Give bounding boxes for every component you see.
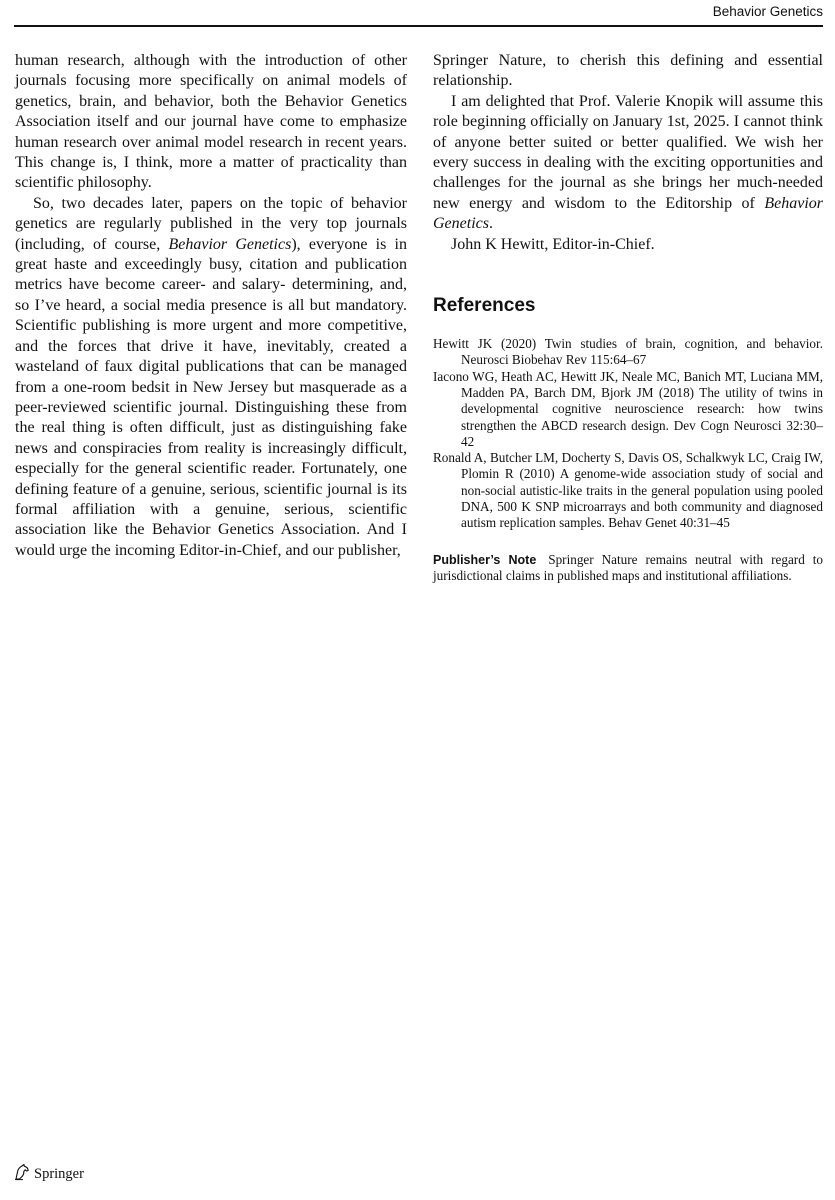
publisher-note-text: Springer Nature remains neutral with regard to jurisdictional claims in published maps and institutional affiliations. <box>433 551 823 583</box>
paragraph-text: I am delighted that Prof. Valerie Knopik will assume this role beginning officially on January 1st, 2025. I cannot think of anyone better suited or better qualified. We wish her every success in dealing with the exciting opportunities and challenges for the journal as she brings her much-needed new energy and wisdom to the Editorship of <box>433 92 823 212</box>
body-paragraph <box>15 51 407 194</box>
journal-title-italic: Behavior Genetics <box>433 194 823 233</box>
footer-publisher <box>13 1163 84 1186</box>
reference-item: Ronald A, Butcher LM, Docherty S, Davis OS, Schalkwyk LC, Craig IW, Plomin R (2010) A genome-wide association study of social and non-social autistic-like traits in the general population using pooled DNA, 500 K SNP microarrays and both community and diagnosed autism replication samples. Behav Genet 40:31–45 <box>433 450 823 531</box>
signature-line <box>433 235 823 255</box>
body-paragraph <box>433 92 823 235</box>
body-paragraph <box>15 194 407 561</box>
publisher-note <box>433 552 823 585</box>
body-paragraph <box>433 51 823 92</box>
publisher-name: Springer <box>34 1166 84 1182</box>
right-column <box>433 51 823 584</box>
publisher-note-label: Publisher’s Note <box>433 552 537 567</box>
left-column <box>15 51 407 561</box>
reference-item: Hewitt JK (2020) Twin studies of brain, cognition, and behavior. Neurosci Biobehav Rev 115:64–67 <box>433 336 823 368</box>
paragraph-text: . <box>488 215 493 233</box>
journal-title-italic: Behavior Genetics <box>168 235 292 253</box>
header-rule <box>14 25 823 27</box>
springer-horse-icon <box>13 1163 31 1186</box>
paragraph-text: ), everyone is in great haste and exceedingly busy, citation and publication metrics have become career- and salary- determining, and, so I’ve heard, a social media presence is all but mandatory. Scientific publishing is more urgent and more competitive, and the forces that drive it have, inevitably, created a wasteland of faux digital publications that can be managed from a one-room bedsit in New Jersey but masquerade as a peer-reviewed scientific journal. Distinguishing these from the real thing is often difficult, just as distinguishing fake news and conspiracies from reality is increasingly difficult, especially for the general scientific reader. Fortunately, one defining feature of a genuine, serious, scientific journal is its formal affiliation with a genuine, serious, scientific association like the Behavior Genetics Association. And I would urge the incoming Editor-in-Chief, and our publisher, <box>15 235 408 559</box>
running-header-journal: Behavior Genetics <box>712 4 823 19</box>
paragraph-text: So, two decades later, papers on the topic of behavior genetics are regularly published in the very top journals (including, of course, <box>15 194 407 253</box>
reference-list <box>433 336 823 532</box>
signature-text: John K Hewitt, Editor-in-Chief. <box>451 235 655 253</box>
references-heading: References <box>433 295 536 317</box>
paragraph-text: human research, although with the introduction of other journals focusing more specifically on animal models of genetics, brain, and behavior, both the Behavior Genetics Association itself and our journal have come to emphasize human research over animal model research in recent years. This change is, I think, more a matter of practicality than scientific philosophy. <box>15 52 407 192</box>
paragraph-text: Springer Nature, to cherish this defining and essential relationship. <box>433 52 823 90</box>
reference-item: Iacono WG, Heath AC, Hewitt JK, Neale MC, Banich MT, Luciana MM, Madden PA, Barch DM, Bjork JM (2018) The utility of twins in developmental cognitive neuroscience research: how twins strengthen the ABCD research design. Dev Cogn Neurosci 32:30–42 <box>433 368 823 449</box>
